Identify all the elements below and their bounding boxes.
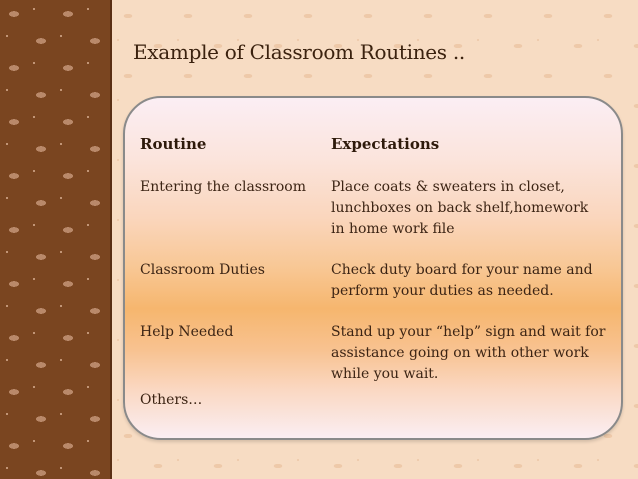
expectation-line: lunchboxes on back shelf,homework [331,200,589,216]
column-header-expectations: Expectations [331,135,440,153]
expectation-line: assistance going on with other work [331,345,589,361]
routine-cell: Help Needed [140,324,234,340]
expectation-cell [331,177,621,240]
expectation-line: Check duty board for your name and [331,262,593,278]
expectation-line: while you wait. [331,366,439,382]
column-header-routine: Routine [140,135,207,153]
decorative-deer-pattern [0,0,110,479]
expectation-line: perform your duties as needed. [331,283,554,299]
expectation-line: Place coats & sweaters in closet, [331,179,565,195]
expectation-cell [331,322,621,385]
routine-cell: Entering the classroom [140,179,306,195]
routine-cell: Classroom Duties [140,262,265,278]
expectation-line: Stand up your “help” sign and wait for [331,324,606,340]
slide-title: Example of Classroom Routines .. [133,40,465,64]
routine-cell: Others… [140,392,203,408]
expectation-line: in home work file [331,221,455,237]
expectation-cell [331,260,621,302]
